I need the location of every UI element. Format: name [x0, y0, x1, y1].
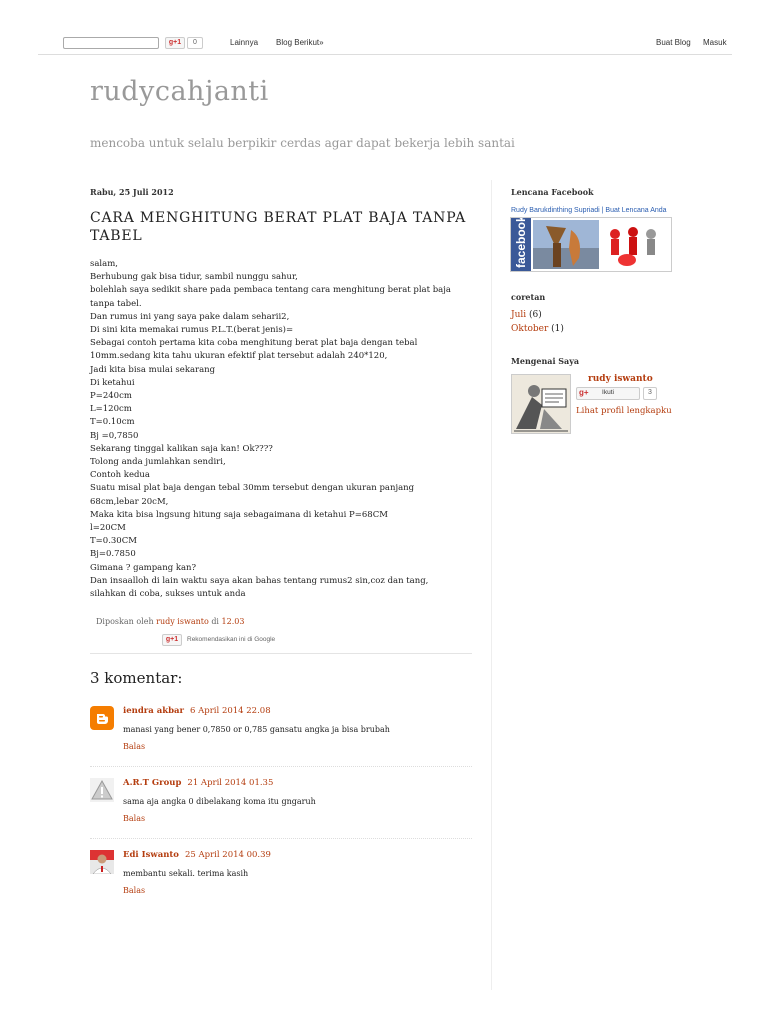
comment-text: sama aja angka 0 dibelakang koma itu gngaruh: [123, 797, 316, 806]
gplus-button[interactable]: g+1: [165, 37, 185, 49]
comment-author[interactable]: iendra akbar 6 April 2014 22.08: [123, 706, 271, 716]
archive-item: [511, 324, 564, 334]
user-photo: [90, 850, 114, 874]
post-body-line: Berhubung gak bisa tidur, sambil nunggu sahur,: [90, 272, 298, 283]
post-body-line: Bj=0.7850: [90, 549, 136, 560]
blog-description: mencoba untuk selalu berpikir cerdas agar dapat bekerja lebih santai: [90, 136, 515, 150]
sign-in-link[interactable]: Masuk: [703, 38, 727, 47]
post-title: CARA MENGHITUNG BERAT PLAT BAJA TANPA TABEL: [90, 210, 467, 244]
post-body-line: l=20CM: [90, 523, 126, 534]
warning-icon: [90, 778, 114, 802]
gplus-count: 0: [187, 37, 203, 49]
post-body-line: Dan rumus ini yang saya pake dalam seharii2,: [90, 311, 290, 322]
archive-widget-title: coretan: [511, 292, 546, 302]
follow-button[interactable]: [576, 387, 640, 400]
sidebar-divider: [491, 180, 492, 990]
divider: [90, 766, 472, 767]
post-time-link[interactable]: 12.03: [221, 617, 245, 626]
reply-link[interactable]: Balas: [123, 814, 146, 823]
post-body-line: P=240cm: [90, 391, 132, 402]
post-body-line: Sekarang tinggal kalikan saja kan! Ok????: [90, 443, 273, 454]
archive-count: (1): [551, 324, 564, 334]
archive-link-july[interactable]: Juli: [511, 310, 527, 320]
post-body-line: Bj =0,7850: [90, 430, 139, 441]
facebook-badge[interactable]: [510, 217, 672, 272]
more-link[interactable]: Lainnya: [230, 38, 259, 47]
navbar: [38, 32, 732, 55]
post-body-line: T=0.10cm: [90, 417, 135, 428]
recommend-gplus-button[interactable]: g+1: [162, 634, 182, 646]
next-blog-link[interactable]: Blog Berikut»: [276, 38, 324, 47]
blogger-icon: [90, 706, 114, 730]
follow-label: Ikuti: [602, 389, 614, 396]
post-body: [90, 258, 470, 601]
reply-link[interactable]: Balas: [123, 886, 146, 895]
profile-name-link[interactable]: rudy iswanto: [588, 374, 653, 384]
post-body-line: Maka kita bisa lngsung hitung saja sebagaimana di ketahui P=68CM: [90, 509, 388, 520]
post-body-line: T=0.30CM: [90, 536, 137, 547]
blog-title[interactable]: rudycahjanti: [90, 76, 269, 107]
archive-item: [511, 310, 542, 320]
gplus-icon: g+: [579, 388, 589, 397]
facebook-badge-graphic: [511, 218, 671, 271]
post-body-line: Gimana ? gampang kan?: [90, 562, 197, 573]
comment-date-link[interactable]: 6 April 2014 22.08: [190, 706, 271, 716]
facebook-badge-link[interactable]: Rudy Barukdinthing Supriadi | Buat Lencana Anda: [511, 207, 667, 214]
recommend-text: Rekomendasikan ini di Google: [187, 636, 276, 643]
post-body-line: Contoh kedua: [90, 470, 150, 481]
post-body-line: tanpa tabel.: [90, 298, 142, 309]
follow-count: 3: [643, 387, 657, 400]
posted-by-label: Diposkan oleh: [96, 617, 154, 626]
profile-illustration: [512, 375, 570, 433]
facebook-logo-text: facebook: [514, 218, 528, 268]
post-body-line: Di sini kita memakai rumus P.L.T.(berat jenis)=: [90, 325, 294, 336]
post-body-line: 68cm,lebar 20cM,: [90, 496, 169, 507]
post-body-line: Sebagai contoh pertama kita coba menghitung berat plat baja dengan tebal: [90, 338, 418, 349]
archive-count: (6): [529, 310, 542, 320]
search-input[interactable]: [63, 37, 159, 49]
comment-author[interactable]: A.R.T Group 21 April 2014 01.35: [123, 778, 274, 788]
create-blog-link[interactable]: Buat Blog: [656, 38, 691, 47]
comment-author[interactable]: Edi Iswanto 25 April 2014 00.39: [123, 850, 271, 860]
archive-link-october[interactable]: Oktober: [511, 324, 549, 334]
comments-header: 3 komentar:: [90, 669, 183, 687]
post-body-line: L=120cm: [90, 404, 132, 415]
post-body-line: bolehlah saya sedikit share pada pembaca tentang cara menghitung berat plat baja: [90, 285, 451, 296]
post-body-line: salam,: [90, 259, 118, 269]
facebook-widget-title: Lencana Facebook: [511, 187, 594, 197]
post-author-link[interactable]: rudy iswanto: [156, 617, 209, 626]
post-footer: [96, 617, 244, 626]
post-body-line: Jadi kita bisa mulai sekarang: [90, 364, 216, 375]
post-body-line: Dan insaalloh di lain waktu saya akan bahas tentang rumus2 sin,coz dan tang,: [90, 575, 429, 586]
comment-text: membantu sekali. terima kasih: [123, 869, 249, 878]
post-body-line: Tolong anda jumlahkan sendiri,: [90, 457, 226, 468]
comment-date-link[interactable]: 25 April 2014 00.39: [184, 850, 271, 860]
reply-link[interactable]: Balas: [123, 742, 146, 751]
post-body-line: Suatu misal plat baja dengan tebal 30mm tersebut dengan ukuran panjang: [90, 483, 415, 494]
post-date: Rabu, 25 Juli 2012: [90, 187, 174, 197]
profile-picture[interactable]: [511, 374, 571, 434]
divider: [90, 838, 472, 839]
comment-date-link[interactable]: 21 April 2014 01.35: [187, 778, 274, 788]
at-label: di: [211, 617, 219, 626]
comment-text: manasi yang bener 0,7850 or 0,785 gansatu angka ja bisa brubah: [123, 725, 390, 734]
view-full-profile-link[interactable]: Lihat profil lengkapku: [576, 406, 672, 416]
about-widget-title: Mengenai Saya: [511, 356, 580, 366]
post-body-line: 10mm.sedang kita tahu ukuran efektif plat tersebut adalah 240*120,: [90, 351, 388, 362]
post-body-line: Di ketahui: [90, 377, 135, 388]
post-body-line: silahkan di coba, sukses untuk anda: [90, 589, 246, 600]
divider: [90, 653, 472, 654]
